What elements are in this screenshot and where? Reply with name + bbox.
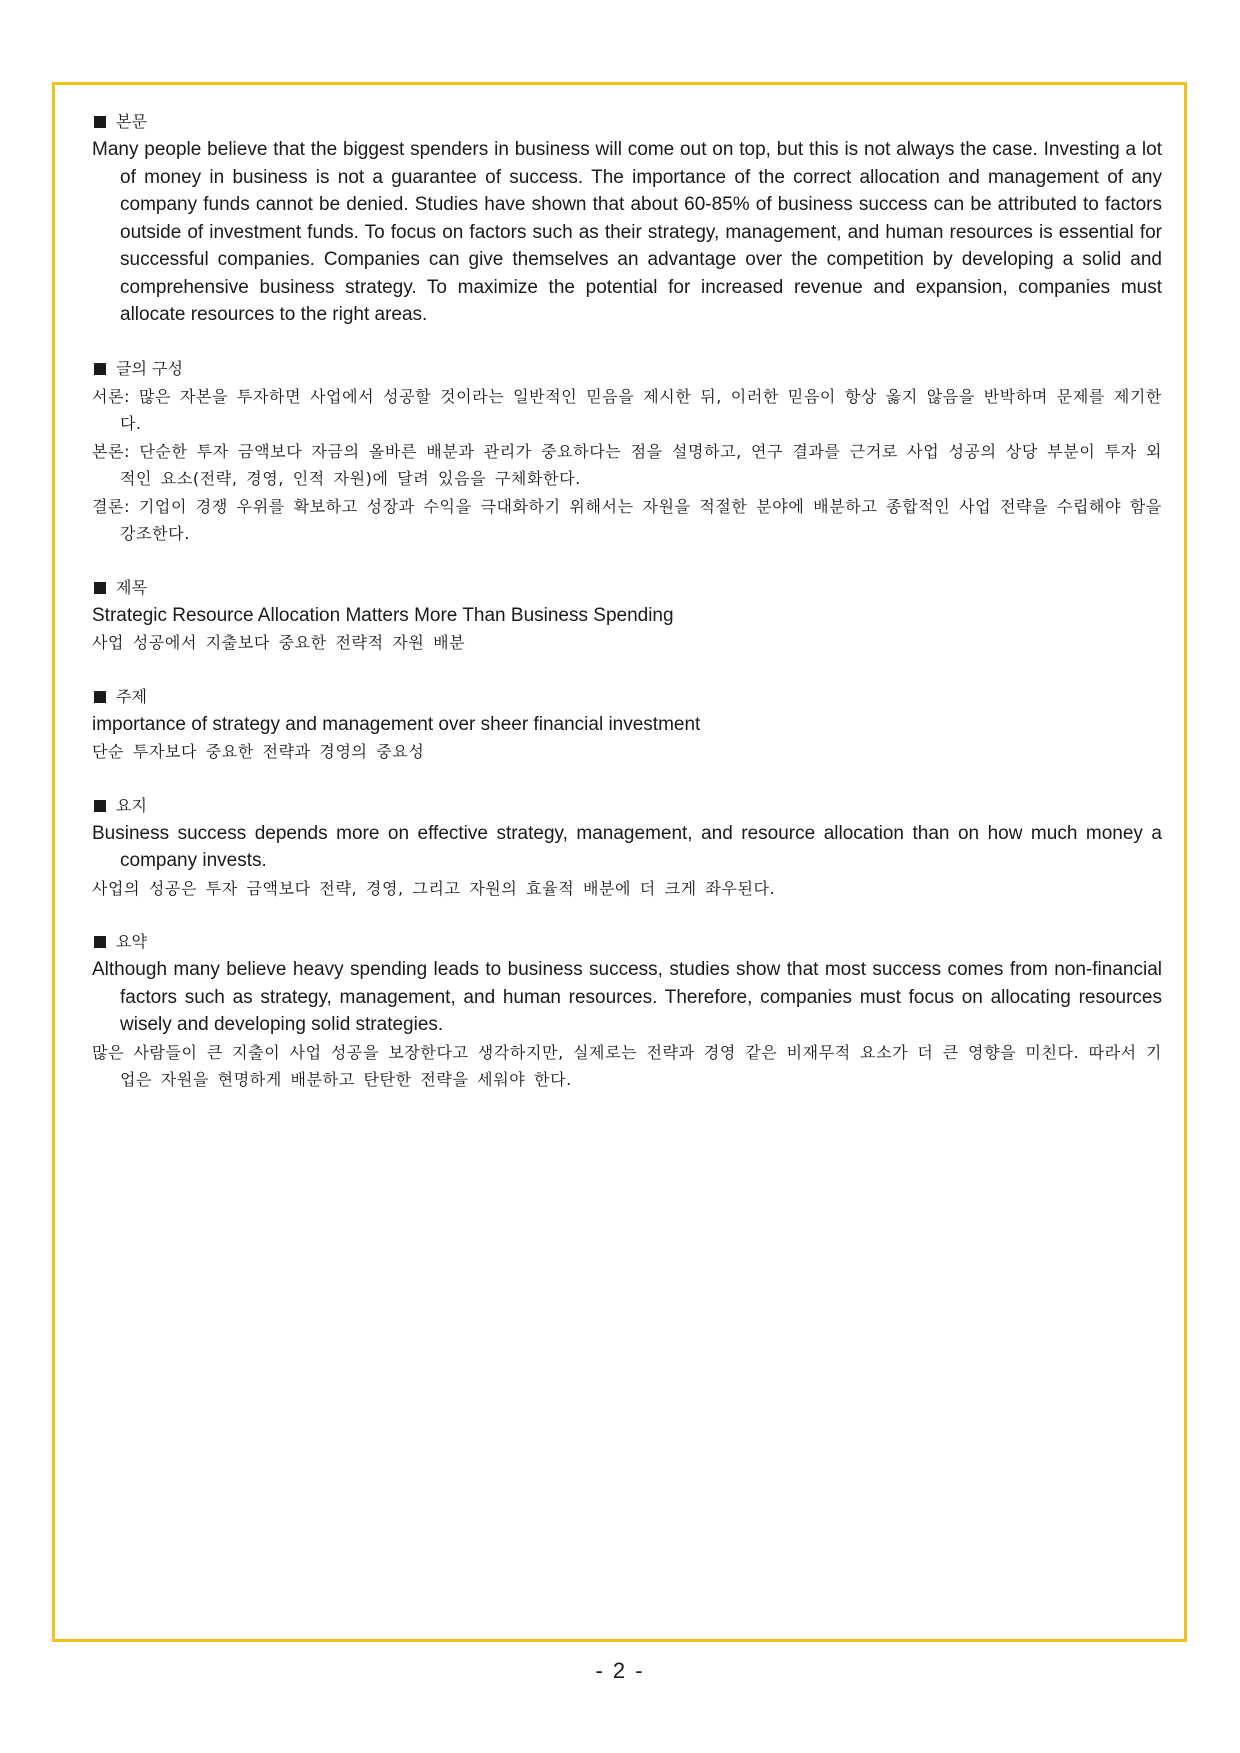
section-heading (92, 355, 1162, 383)
square-bullet-icon (94, 800, 106, 812)
section-heading-label: 제목 (116, 577, 147, 597)
section-heading-label: 요지 (116, 795, 147, 815)
title-english: Strategic Resource Allocation Matters More Than Business Spending (92, 604, 674, 626)
gist-english: Business success depends more on effective strategy, management, and resource allocation than on how much money a company invests. (92, 822, 1162, 871)
square-bullet-icon (94, 582, 106, 594)
summary-english: Although many believe heavy spending leads to business success, studies show that most success comes from non-financial factors such as strategy, management, and human resources. Therefore, companies must focus on allocating resources wisely and developing solid strategies. (92, 959, 1162, 1035)
section-heading-label: 요약 (116, 932, 147, 951)
square-bullet-icon (94, 691, 106, 703)
square-bullet-icon (94, 936, 106, 948)
section-heading (92, 108, 1162, 136)
structure-conclusion: 결론: 기업이 경쟁 우위를 확보하고 성장과 수익을 극대화하기 위해서는 자원을 적절한 분야에 배분하고 종합적인 사업 전략을 수립해야 함을 강조한다. (92, 496, 1162, 543)
title-korean: 사업 성공에서 지출보다 중요한 전략적 자원 배분 (92, 633, 466, 652)
section-title (92, 574, 1162, 657)
page-number: - 2 - (595, 1658, 645, 1683)
document-content (92, 108, 1162, 1120)
structure-main: 본론: 단순한 투자 금액보다 자금의 올바른 배분과 관리가 중요하다는 점을 설명하고, 연구 결과를 근거로 사업 성공의 상당 부분이 투자 외적인 요소(전략, 경영, 인적 자원)에 달려 있음을 구체화한다. (92, 441, 1162, 488)
section-heading-label: 글의 구성 (116, 358, 183, 378)
section-body (92, 108, 1162, 329)
section-heading (92, 792, 1162, 820)
gist-korean: 사업의 성공은 투자 금액보다 전략, 경영, 그리고 자원의 효율적 배분에 더 크게 좌우된다. (92, 878, 776, 898)
section-heading (92, 928, 1162, 956)
section-summary (92, 928, 1162, 1094)
square-bullet-icon (94, 363, 106, 375)
section-heading-label: 본문 (116, 112, 147, 131)
section-heading (92, 574, 1162, 602)
square-bullet-icon (94, 116, 106, 128)
section-heading-label: 주제 (116, 686, 147, 706)
summary-korean: 많은 사람들이 큰 지출이 사업 성공을 보장한다고 생각하지만, 실제로는 전략과 경영 같은 비재무적 요소가 더 큰 영향을 미친다. 따라서 기업은 자원을 현명하게 배분하고 탄탄한 전략을 세워야 한다. (92, 1042, 1162, 1089)
section-gist (92, 792, 1162, 903)
section-topic (92, 683, 1162, 766)
structure-intro: 서론: 많은 자본을 투자하면 사업에서 성공할 것이라는 일반적인 믿음을 제시한 뒤, 이러한 믿음이 항상 옳지 않음을 반박하며 문제를 제기한다. (92, 386, 1162, 433)
topic-korean: 단순 투자보다 중요한 전략과 경영의 중요성 (92, 742, 425, 761)
section-heading (92, 683, 1162, 711)
body-passage: Many people believe that the biggest spenders in business will come out on top, but this is not always the case. Investing a lot of money in business is not a guarantee of success. The importance of the correct allocation and management of any company funds cannot be denied. Studies have shown that about 60-85% of business success can be attributed to factors outside of investment funds. To focus on factors such as their strategy, management, and human resources is essential for successful companies. Companies can give themselves an advantage over the competition by developing a solid and comprehensive business strategy. To maximize the potential for increased revenue and expansion, companies must allocate resources to the right areas. (92, 139, 1162, 325)
topic-english: importance of strategy and management over sheer financial investment (92, 713, 701, 735)
section-structure (92, 355, 1162, 548)
